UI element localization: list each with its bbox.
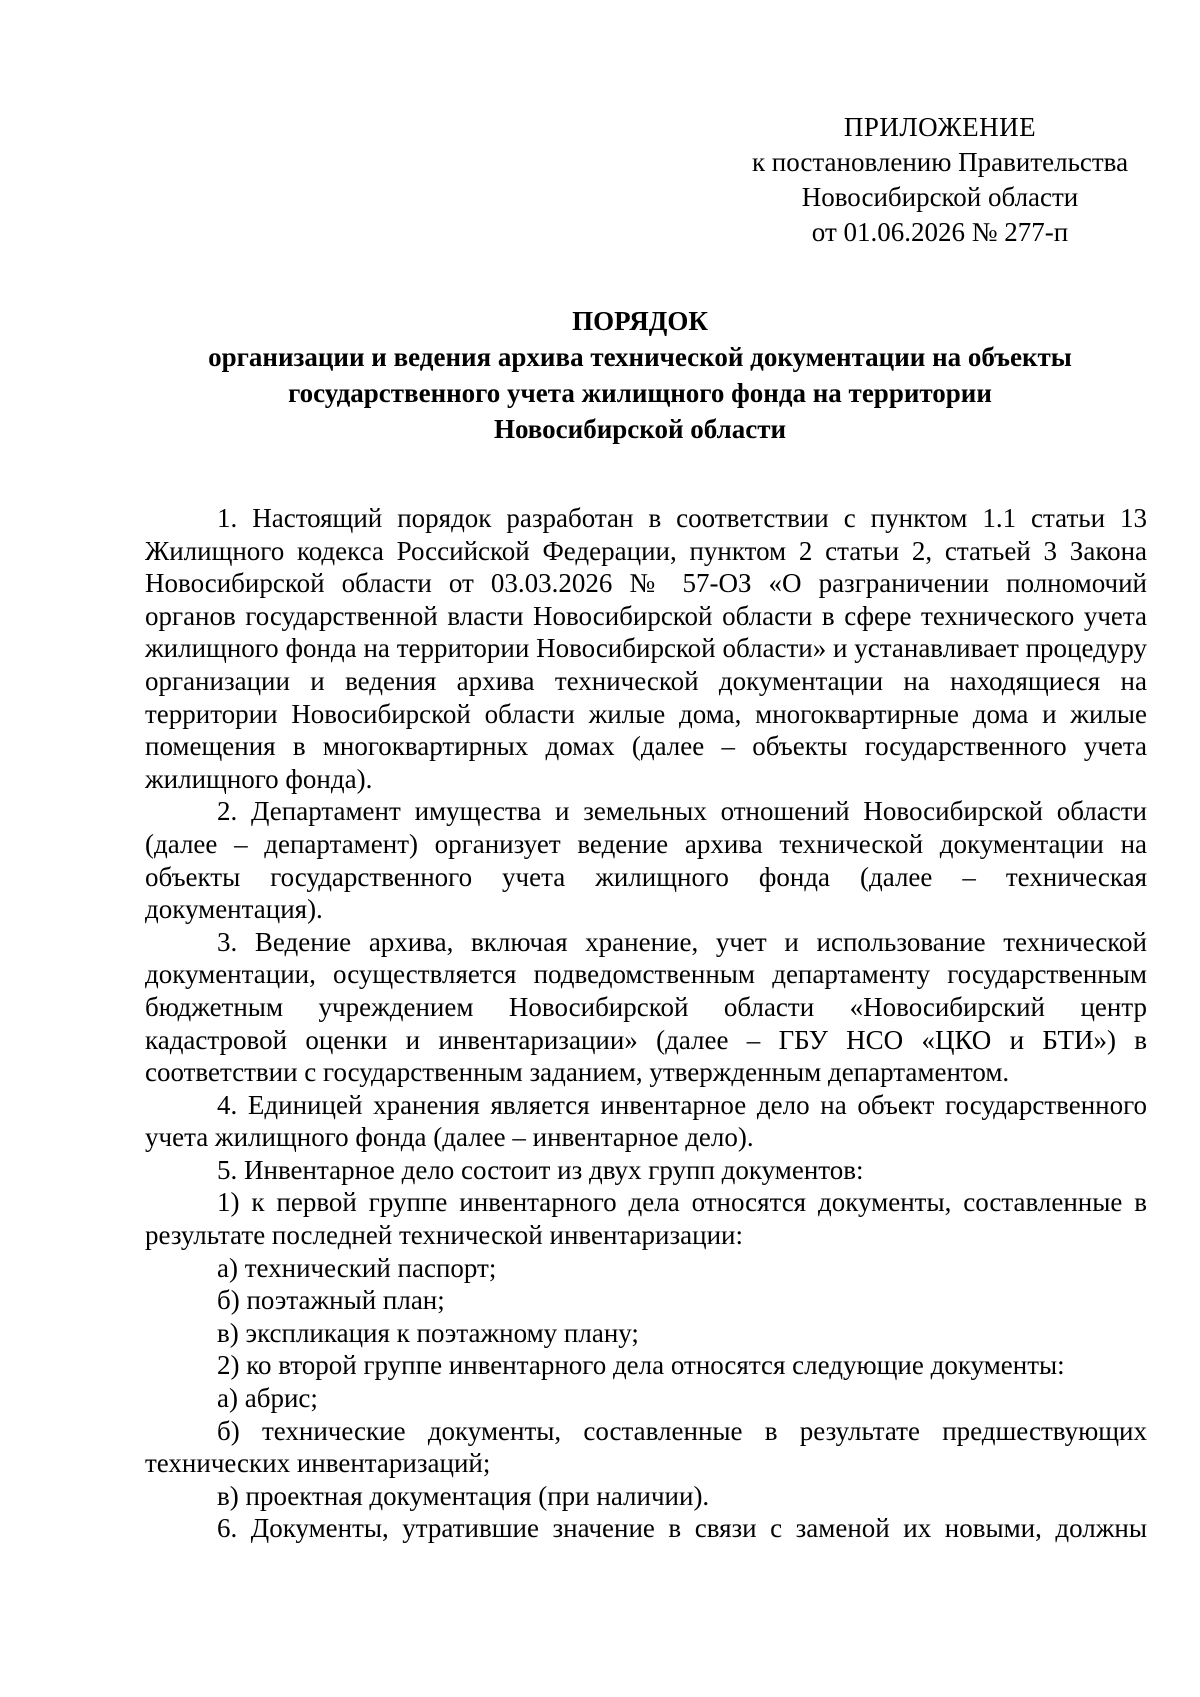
paragraph-6: 6. Документы, утратившие значение в связи с заменой их новыми, должны bbox=[217, 1513, 1147, 1544]
paragraph-3: 3. Ведение архива, включая хранение, учет и использование технической документации, осуществляется подведомственным департаменту государственным бюджетным учреждением Новосибирской области «Новосибирский центр кадастровой оценки и инвентаризации» (далее – ГБУ НСО «ЦКО и БТИ») в соответствии с государственным заданием, утвержденным департаментом. bbox=[145, 926, 1147, 1088]
paragraph-5-item-2b: б) технические документы, составленные в результате предшествующих технических инвентаризаций; bbox=[145, 1415, 1147, 1479]
paragraph-5-item-1a: а) технический паспорт; bbox=[217, 1252, 497, 1283]
paragraph-5-item-1c: в) экспликация к поэтажному плану; bbox=[217, 1317, 639, 1348]
paragraph-5-item-2: 2) ко второй группе инвентарного дела относятся следующие документы: bbox=[217, 1350, 1065, 1381]
title-main: ПОРЯДОК bbox=[572, 306, 708, 336]
paragraph-5-item-1: 1) к первой группе инвентарного дела относятся документы, составленные в результате последней технической инвентаризации: bbox=[145, 1187, 1147, 1251]
title-line-1: организации и ведения архива технической документации на объекты bbox=[208, 342, 1072, 372]
document-title bbox=[140, 303, 1140, 447]
paragraph-1: 1. Настоящий порядок разработан в соответствии с пунктом 1.1 статьи 13 Жилищного кодекса Российской Федерации, пунктом 2 статьи 2, статьей 3 Закона Новосибирской области от 03.03.2026 № 57-ОЗ «О разграничении полномочий органов государственной власти Новосибирской области в сфере технического учета жилищного фонда на территории Новосибирской области» и устанавливает процедуру организации и ведения архива технической документации на находящиеся на территории Новосибирской области жилые дома, многоквартирные дома и жилые помещения в многоквартирных домах (далее – объекты государственного учета жилищного фонда). bbox=[145, 503, 1147, 794]
appendix-line-2: Новосибирской области bbox=[801, 182, 1079, 212]
appendix-line-3: от 01.06.2026 № 277-п bbox=[811, 217, 1069, 247]
paragraph-5-item-2c: в) проектная документация (при наличии). bbox=[217, 1480, 710, 1511]
paragraph-5-item-2a: а) абрис; bbox=[217, 1383, 318, 1414]
appendix-heading: ПРИЛОЖЕНИЕ bbox=[843, 112, 1037, 142]
appendix-block bbox=[700, 110, 1180, 250]
paragraph-5-item-1b: б) поэтажный план; bbox=[217, 1285, 445, 1316]
paragraph-5: 5. Инвентарное дело состоит из двух групп документов: bbox=[217, 1154, 864, 1185]
appendix-line-1: к постановлению Правительства bbox=[751, 147, 1129, 177]
paragraph-2: 2. Департамент имущества и земельных отношений Новосибирской области (далее – департамент) организует ведение архива технической документации на объекты государственного учета жилищного фонда (далее – техническая документация). bbox=[145, 796, 1147, 925]
title-line-2: государственного учета жилищного фонда на территории bbox=[288, 378, 992, 408]
document-body bbox=[145, 502, 1147, 1545]
paragraph-4: 4. Единицей хранения является инвентарное дело на объект государственного учета жилищного фонда (далее – инвентарное дело). bbox=[145, 1089, 1147, 1153]
title-line-3: Новосибирской области bbox=[493, 414, 787, 444]
